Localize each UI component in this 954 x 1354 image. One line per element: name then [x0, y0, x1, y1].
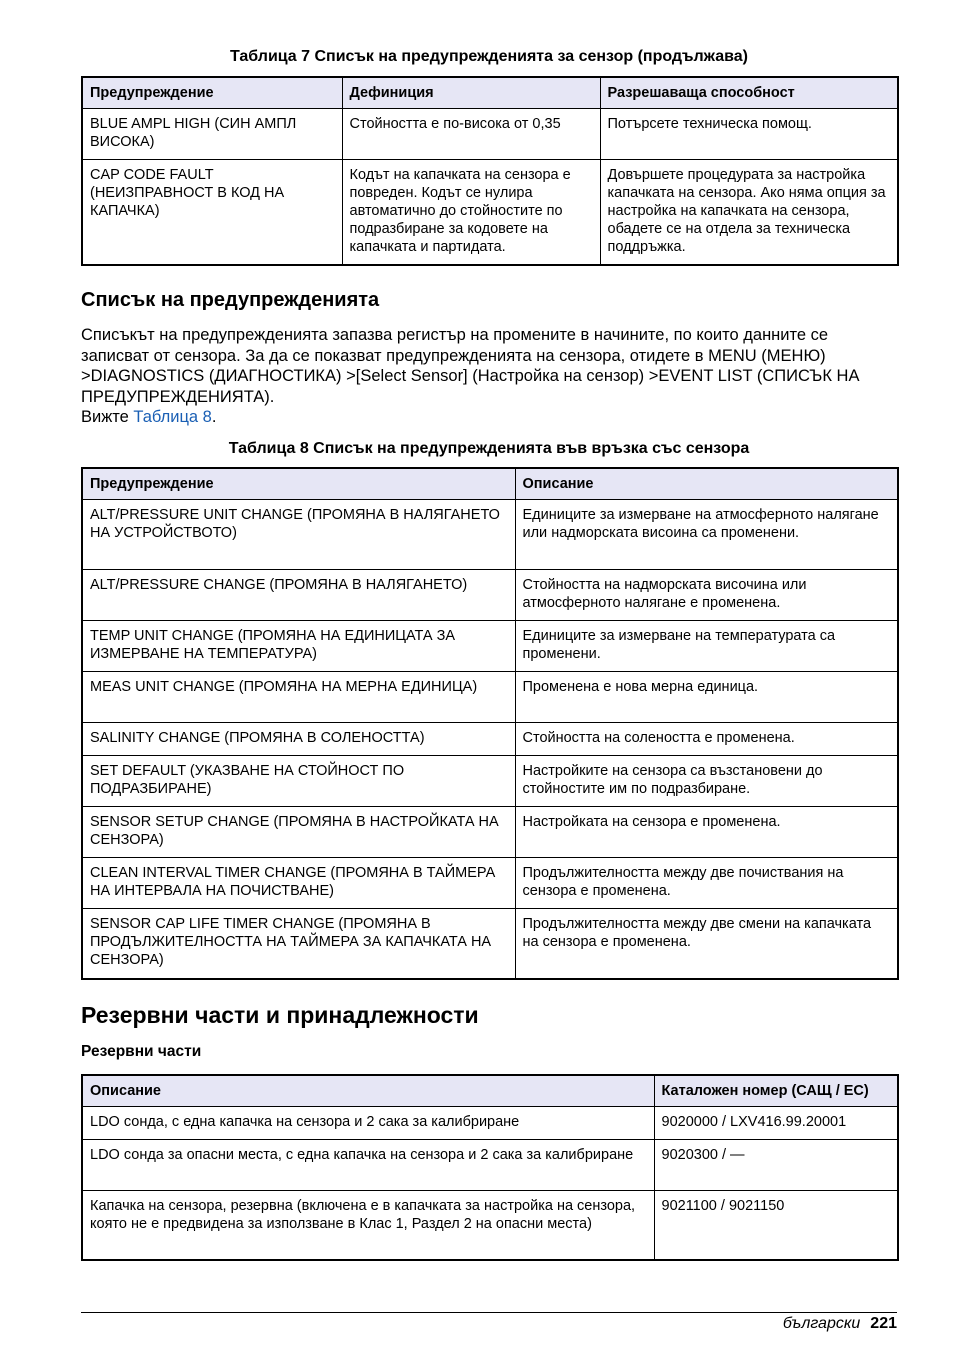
table-row — [82, 807, 898, 858]
table7-cell: Стойността е по-висока от 0,35 — [342, 109, 600, 160]
parts-subheading: Резервни части — [81, 1043, 202, 1060]
table8-link[interactable]: Таблица 8 — [133, 408, 212, 426]
table7-cell: CAP CODE FAULT (НЕИЗПРАВНОСТ В КОД НА КАПАЧКА) — [82, 160, 342, 265]
table8-cell: ALT/PRESSURE UNIT CHANGE (ПРОМЯНА В НАЛЯГАНЕТО НА УСТРОЙСТВОТО) — [82, 500, 515, 570]
footer-language: български — [782, 1315, 861, 1332]
table-row — [82, 160, 898, 265]
table7-cell: Кодът на капачката на сензора е повреден. Кодът се нулира автоматично до стойностите по подразбиране за кодовете на капачката и партидата. — [342, 160, 600, 265]
page-number: 221 — [870, 1315, 897, 1332]
table7-cell: BLUE AMPL HIGH (СИН АМПЛ ВИСОКА) — [82, 109, 342, 160]
table8-cell: SENSOR CAP LIFE TIMER CHANGE (ПРОМЯНА В ПРОДЪЛЖИТЕЛНОСТТА НА ТАЙМЕРА ЗА КАПАЧКАТА НА СЕНЗОРА) — [82, 909, 515, 979]
see-suffix: . — [211, 408, 217, 426]
table7-cell: Довършете процедурата за настройка капачката на сензора. Ако няма опция за настройка на капачката на сензора, обадете се на отдела за техническа поддръжка. — [600, 160, 898, 265]
parts-cell: LDO сонда, с една капачка на сензора и 2 сака за калибриране — [82, 1107, 654, 1140]
parts-heading: Резервни части и принадлежности — [81, 1002, 479, 1028]
table8-cell: Единиците за измерване на атмосферното налягане или надморската висоина са променени. — [515, 500, 898, 570]
table7-header-definition: Дефиниция — [342, 77, 600, 109]
parts-header-row — [82, 1075, 898, 1107]
table-row — [82, 570, 898, 621]
table8-caption: Таблица 8 Списък на предупрежденията във връзка със сензора — [228, 440, 750, 457]
table-row — [82, 1191, 898, 1260]
table8-cell: MEAS UNIT CHANGE (ПРОМЯНА НА МЕРНА ЕДИНИЦА) — [82, 672, 515, 723]
table-row — [82, 109, 898, 160]
table8-cell: Настройките на сензора са възстановени до стойностите им по подразбиране. — [515, 756, 898, 807]
table8-cell: Продължителността между две почиствания на сензора е променена. — [515, 858, 898, 909]
table8-cell: SET DEFAULT (УКАЗВАНЕ НА СТОЙНОСТ ПО ПОДРАЗБИРАНЕ) — [82, 756, 515, 807]
table8-header-warning: Предупреждение — [82, 468, 515, 500]
parts-table — [81, 1074, 899, 1261]
table8-cell: Променена е нова мерна единица. — [515, 672, 898, 723]
table8-cell: Продължителността между две смени на капачката на сензора е променена. — [515, 909, 898, 979]
table8-cell: ALT/PRESSURE CHANGE (ПРОМЯНА В НАЛЯГАНЕТО) — [82, 570, 515, 621]
parts-cell: 9020300 / — — [654, 1140, 898, 1191]
see-prefix: Вижте — [81, 408, 134, 426]
table8-cell: Стойността на солеността е променена. — [515, 723, 898, 756]
table7-cell: Потърсете техническа помощ. — [600, 109, 898, 160]
table8-cell: TEMP UNIT CHANGE (ПРОМЯНА НА ЕДИНИЦАТА ЗА ИЗМЕРВАНЕ НА ТЕМПЕРАТУРА) — [82, 621, 515, 672]
table8-header-description: Описание — [515, 468, 898, 500]
table8-header-row — [82, 468, 898, 500]
table8-cell: Единиците за измерване на температурата са променени. — [515, 621, 898, 672]
table-row — [82, 621, 898, 672]
parts-header-catalog: Каталожен номер (САЩ / ЕС) — [654, 1075, 898, 1107]
table8-cell: CLEAN INTERVAL TIMER CHANGE (ПРОМЯНА В ТАЙМЕРА НА ИНТЕРВАЛА НА ПОЧИСТВАНЕ) — [82, 858, 515, 909]
event-list-text: Списъкът на предупрежденията запазва регистър на промените в начините, по които данните се записват от сензора. За да се показват предупрежденията на сензора, отидете в MENU (МЕНЮ) >DIAGNOSTICS (ДИАГНОСТИКА) >[Select Sensor] (Настройка на сензор) >EVENT LIST (СПИСЪК НА ПРЕДУПРЕЖДЕНИЯТА). — [81, 326, 860, 406]
parts-header-description: Описание — [82, 1075, 654, 1107]
table8 — [81, 467, 899, 980]
table7-header-resolution: Разрешаваща способност — [600, 77, 898, 109]
parts-cell: LDO сонда за опасни места, с една капачка на сензора и 2 сака за калибриране — [82, 1140, 654, 1191]
table8-cell: Стойността на надморската височина или атмосферното налягане е променена. — [515, 570, 898, 621]
table7-header-warning: Предупреждение — [82, 77, 342, 109]
table8-cell: Настройката на сензора е променена. — [515, 807, 898, 858]
table8-cell: SENSOR SETUP CHANGE (ПРОМЯНА В НАСТРОЙКАТА НА СЕНЗОРА) — [82, 807, 515, 858]
event-list-heading: Списък на предупрежденията — [81, 289, 380, 311]
table-row — [82, 500, 898, 570]
event-list-paragraph — [81, 325, 897, 428]
table7-header-row — [82, 77, 898, 109]
parts-cell: Капачка на сензора, резервна (включена е в капачката за настройка на сензора, която не е предвидена за използване в Клас 1, Раздел 2 на опасни места) — [82, 1191, 654, 1260]
table8-cell: SALINITY CHANGE (ПРОМЯНА В СОЛЕНОСТТА) — [82, 723, 515, 756]
page-footer — [783, 1314, 897, 1334]
table-row — [82, 723, 898, 756]
table-row — [82, 756, 898, 807]
table7 — [81, 76, 899, 266]
footer-divider — [81, 1312, 897, 1313]
parts-cell: 9020000 / LXV416.99.20001 — [654, 1107, 898, 1140]
table-row — [82, 1140, 898, 1191]
table-row — [82, 909, 898, 979]
parts-cell: 9021100 / 9021150 — [654, 1191, 898, 1260]
table-row — [82, 672, 898, 723]
table7-caption: Таблица 7 Списък на предупрежденията за сензор (продължава) — [230, 48, 748, 65]
table-row — [82, 1107, 898, 1140]
table-row — [82, 858, 898, 909]
